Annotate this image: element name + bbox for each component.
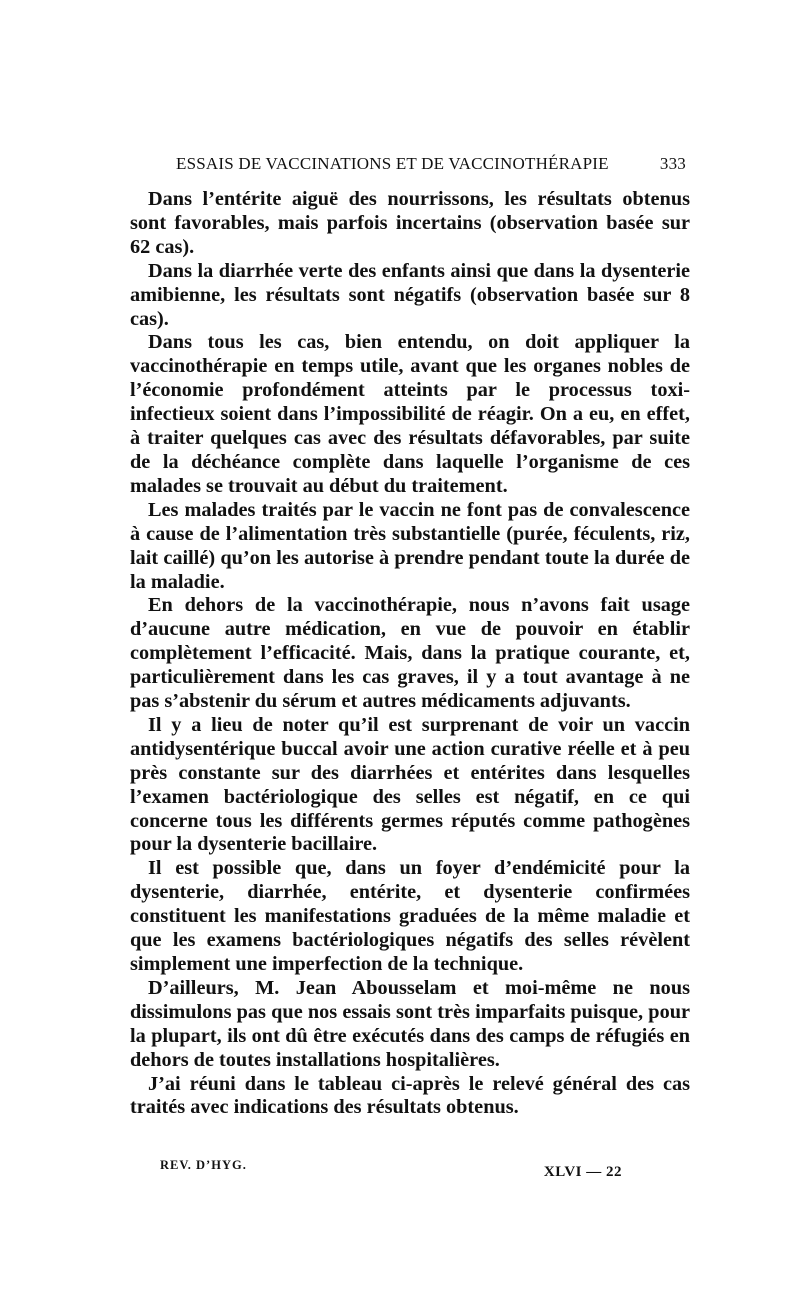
paragraph-tableau: J’ai réuni dans le tableau ci-après le relevé général des cas traités avec indications des résultats obtenus. bbox=[130, 1072, 690, 1119]
paragraph-medication: En dehors de la vaccinothérapie, nous n’avons fait usage d’aucune autre médication, en vue de pouvoir en établir complètement l’efficacité. Mais, dans la pratique courante, et, particulièrement dans les cas graves, il y a tout avantage à ne pas s’abstenir du sérum et autres médicaments adjuvants. bbox=[130, 594, 690, 713]
paragraph-enterite: Dans l’entérite aiguë des nourrissons, les résultats obtenus sont favorables, mais parfois incertains (observation basée sur 62 cas). bbox=[130, 188, 690, 258]
body-text bbox=[130, 188, 690, 1120]
paragraph-convalescence: Les malades traités par le vaccin ne font pas de convalescence à cause de l’alimentation très substantielle (purée, féculents, riz, lait caillé) qu’on les autorise à prendre pendant toute la durée de la maladie. bbox=[130, 498, 690, 593]
paragraph-vaccin-buccal: Il y a lieu de noter qu’il est surprenant de voir un vaccin antidysentérique buccal avoir une action curative réelle et à peu près constante sur des diarrhées et entérites dans lesquelles l’examen bactériologique des selles est négatif, en ce qui concerne tous les différents germes réputés comme pathogènes pour la dysenterie bacillaire. bbox=[130, 713, 690, 856]
paragraph-endemicite: Il est possible que, dans un foyer d’endémicité pour la dysenterie, diarrhée, entérite, et dysenterie confirmées constituent les manifestations graduées de la même maladie et que les examens bactériologiques négatifs des selles révèlent simplement une imperfection de la technique. bbox=[130, 857, 690, 975]
journal-abbreviation: REV. D’HYG. bbox=[160, 1158, 247, 1172]
signature-mark: XLVI — 22 bbox=[543, 1164, 622, 1180]
paragraph-diarrhee-verte: Dans la diarrhée verte des enfants ainsi que dans la dysenterie amibienne, les résultats sont négatifs (observation basée sur 8 cas). bbox=[130, 259, 690, 330]
paragraph-essais-imparfaits: D’ailleurs, M. Jean Abousselam et moi-même ne nous dissimulons pas que nos essais sont très imparfaits puisque, pour la plupart, ils ont dû être exécutés dans des camps de réfugiés en dehors de toutes installations hospitalières. bbox=[130, 976, 690, 1071]
page-number: 333 bbox=[659, 154, 686, 173]
running-head-title: ESSAIS DE VACCINATIONS ET DE VACCINOTHÉRAPIE bbox=[176, 154, 609, 173]
paragraph-temps-utile: Dans tous les cas, bien entendu, on doit appliquer la vaccinothérapie en temps utile, avant que les organes nobles de l’économie profondément atteints par le processus toxi-infectieux soient dans l’impossibilité de réagir. On a eu, en effet, à traiter quelques cas avec des résultats défavorables, par suite de la déchéance complète dans laquelle l’organisme de ces malades se trouvait au début du traitement. bbox=[130, 331, 690, 497]
